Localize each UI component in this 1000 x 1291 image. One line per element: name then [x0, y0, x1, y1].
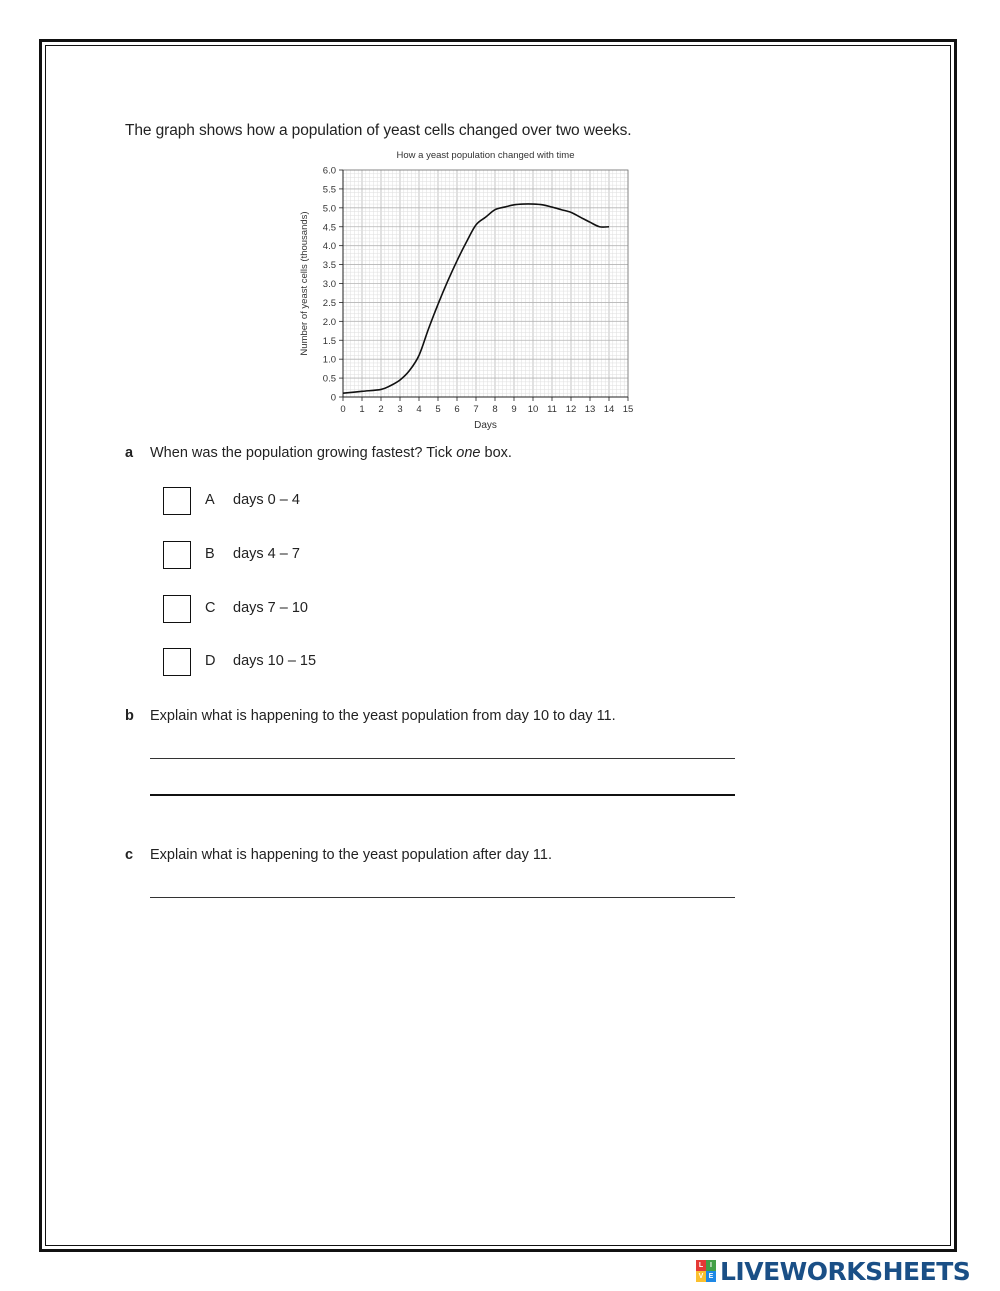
option-d-text: days 10 – 15 — [233, 653, 317, 669]
x-tick-label: 3 — [397, 404, 403, 415]
x-tick-label: 8 — [492, 404, 498, 415]
option-b-text: days 4 – 7 — [233, 546, 300, 562]
x-tick-label: 4 — [416, 404, 422, 415]
yeast-population-chart — [290, 145, 650, 435]
y-tick-label: 2.5 — [322, 297, 336, 309]
y-tick-label: 0.5 — [322, 373, 336, 385]
logo-text: LIVEWORKSHEETS — [720, 1256, 971, 1286]
question-a-text — [150, 445, 512, 461]
question-a-letter: a — [125, 445, 134, 461]
y-tick-label: 2.0 — [322, 316, 336, 328]
intro-text: The graph shows how a population of yeast cells changed over two weeks. — [125, 122, 632, 139]
option-a-text: days 0 – 4 — [233, 492, 300, 508]
logo-mark-tile: V — [696, 1271, 706, 1282]
option-c-checkbox[interactable] — [163, 595, 191, 623]
option-a-checkbox[interactable] — [163, 487, 191, 515]
x-tick-label: 1 — [359, 404, 365, 415]
y-tick-label: 3.0 — [322, 279, 336, 290]
question-c-letter: c — [125, 847, 134, 863]
answer-line-c-1[interactable] — [150, 877, 735, 898]
option-a-letter: A — [205, 492, 215, 508]
logo-mark-icon — [696, 1260, 716, 1282]
question-a-text-after: box. — [480, 445, 512, 461]
x-tick-label: 10 — [527, 404, 539, 415]
logo-mark-tile: E — [706, 1271, 716, 1282]
x-tick-label: 7 — [473, 404, 479, 415]
x-tick-label: 5 — [435, 404, 441, 415]
answer-line-b-1[interactable] — [150, 738, 735, 759]
option-d-checkbox[interactable] — [163, 648, 191, 676]
question-c-text: Explain what is happening to the yeast population after day 11. — [150, 847, 552, 863]
liveworksheets-logo[interactable] — [696, 1256, 970, 1286]
x-tick-label: 0 — [340, 404, 346, 415]
y-tick-label: 6.0 — [322, 165, 336, 177]
option-b-checkbox[interactable] — [163, 541, 191, 569]
y-tick-label: 0 — [330, 392, 336, 404]
x-tick-label: 13 — [584, 404, 596, 415]
x-tick-label: 2 — [378, 404, 384, 415]
x-tick-label: 6 — [454, 404, 460, 415]
option-c-letter: C — [205, 600, 216, 616]
x-tick-label: 14 — [603, 404, 615, 415]
option-d-letter: D — [205, 653, 216, 669]
logo-mark-tile: L — [696, 1260, 706, 1271]
x-tick-label: 9 — [511, 404, 517, 415]
question-a-emphasis: one — [456, 445, 481, 461]
x-tick-label: 12 — [565, 404, 577, 415]
y-axis-label: Number of yeast cells (thousands) — [299, 211, 310, 356]
question-a-text-before: When was the population growing fastest? Tick — [150, 445, 457, 461]
answer-line-b-2[interactable] — [150, 774, 735, 796]
y-tick-label: 5.0 — [322, 203, 336, 215]
x-tick-label: 15 — [622, 404, 634, 415]
y-tick-label: 5.5 — [322, 184, 336, 196]
logo-mark-tile: I — [706, 1260, 716, 1271]
y-tick-label: 4.0 — [322, 241, 336, 253]
question-b-letter: b — [125, 708, 134, 724]
y-tick-label: 4.5 — [322, 222, 336, 234]
x-tick-label: 11 — [547, 404, 557, 415]
chart-title: How a yeast population changed with time — [396, 150, 575, 161]
option-c-text: days 7 – 10 — [233, 600, 308, 616]
y-tick-label: 1.0 — [322, 354, 336, 366]
y-tick-label: 3.5 — [322, 260, 336, 272]
x-axis-label: Days — [474, 420, 497, 431]
y-tick-label: 1.5 — [322, 335, 336, 347]
option-b-letter: B — [205, 546, 215, 562]
question-b-text: Explain what is happening to the yeast population from day 10 to day 11. — [150, 708, 616, 724]
